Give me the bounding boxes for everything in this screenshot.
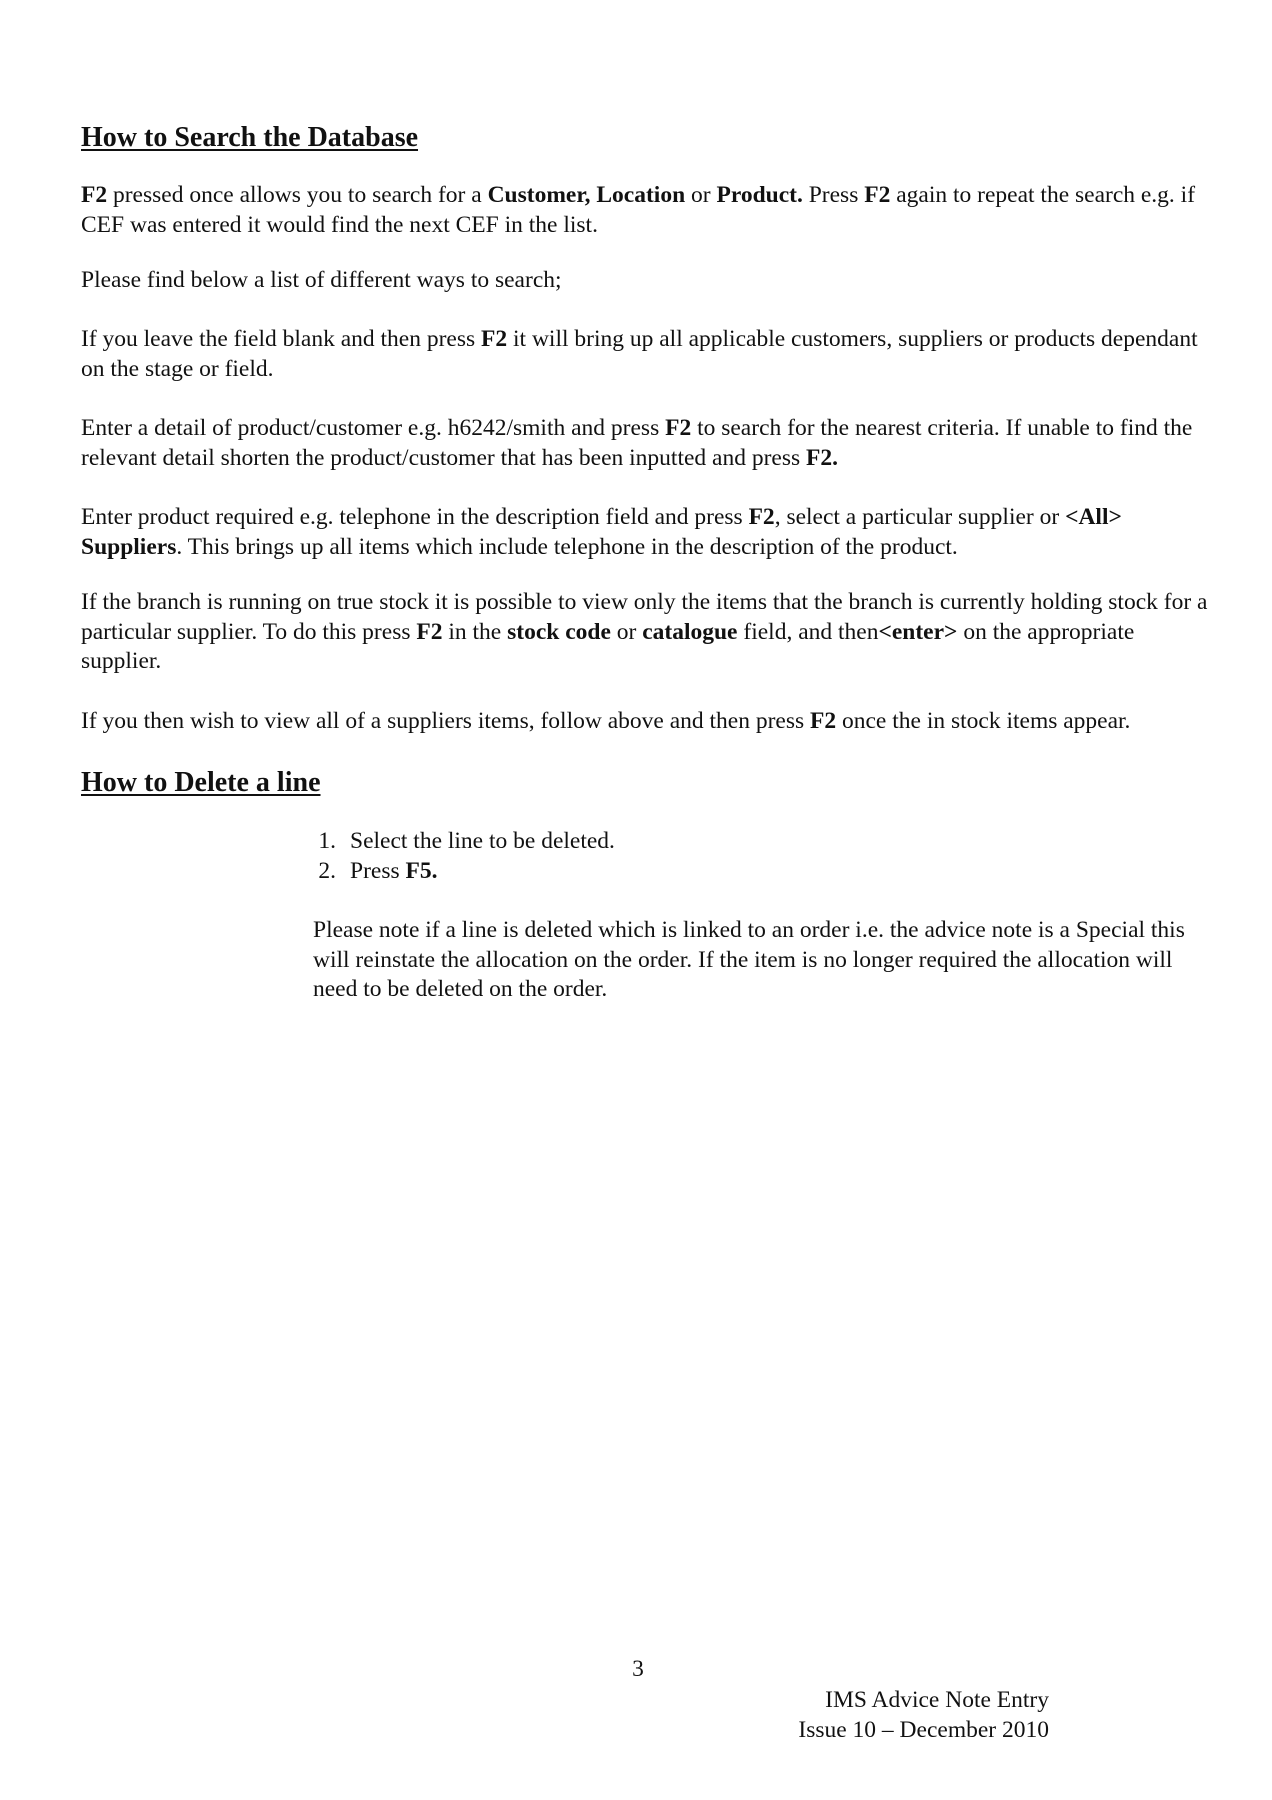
delete-note: Please note if a line is deleted which is linked to an order i.e. the advice note is a Special this will reinstate the allocation on the order. If the item is no longer required the allocation will need to be deleted on the order.: [313, 917, 1185, 1002]
bold-term: stock code: [507, 618, 611, 645]
step-number: 1.: [318, 828, 336, 854]
key-f2: F2: [748, 504, 775, 530]
delete-steps-list: [318, 827, 615, 886]
key-f2: F2: [810, 708, 837, 734]
text: again to repeat the search e.g. if CEF was entered it would find the next CEF in the list.: [81, 182, 1196, 238]
key-enter: <enter>: [878, 618, 958, 645]
text: to search for the nearest criteria. If unable to find the relevant detail shorten the product/customer that has been inputted and press: [81, 415, 1193, 471]
paragraph-blank-field: [81, 325, 1211, 384]
bold-term: Product.: [716, 182, 803, 208]
footer: [798, 1686, 1049, 1745]
text: . This brings up all items which include telephone in the description of the product.: [176, 533, 958, 560]
footer-issue: Issue 10 – December 2010: [798, 1716, 1049, 1743]
paragraph-search-intro: Please find below a list of different ways to search;: [81, 267, 562, 293]
text: If the branch is running on true stock it is possible to view only the items that the branch is currently holding stock for a particular supplier. To do this press: [81, 589, 1208, 645]
section-heading-delete: How to Delete a line: [81, 767, 321, 798]
page-number: 3: [632, 1656, 644, 1682]
text: field, and then: [737, 618, 879, 645]
key-f2: F2: [81, 182, 108, 208]
list-item: [318, 857, 615, 887]
text: or: [610, 618, 643, 645]
key-f2: F2: [481, 326, 508, 352]
paragraph-true-stock: [81, 588, 1211, 677]
paragraph-view-all: [81, 707, 1211, 737]
key-f2: F2: [416, 618, 443, 645]
text: it will bring up all applicable customers, suppliers or products dependant on the stage or field.: [81, 326, 1198, 382]
key-f2: F2.: [806, 444, 838, 471]
text: Enter a detail of product/customer e.g. h6242/smith and press: [81, 415, 666, 441]
text: once the in stock items appear.: [836, 708, 1131, 734]
text: , select a particular supplier or: [774, 504, 1066, 530]
text: or: [685, 182, 717, 208]
paragraph-f2-search: [81, 181, 1211, 240]
paragraph-enter-product: [81, 503, 1211, 562]
paragraph-enter-detail: [81, 414, 1211, 473]
step-text: Select the line to be deleted.: [350, 828, 615, 854]
text: on the appropriate supplier.: [81, 618, 1135, 674]
key-f5: F5.: [405, 857, 438, 884]
step-number: 2.: [318, 857, 336, 884]
text: in the: [442, 618, 508, 645]
text: Press: [802, 182, 865, 208]
step-text: Press: [350, 857, 406, 884]
bold-term: Customer, Location: [487, 182, 686, 208]
list-item: [318, 827, 615, 857]
text: Enter product required e.g. telephone in the description field and press: [81, 504, 749, 530]
text: If you leave the field blank and then press: [81, 326, 482, 352]
key-f2: F2: [665, 415, 692, 441]
footer-title: IMS Advice Note Entry: [825, 1687, 1049, 1713]
text: pressed once allows you to search for a: [107, 182, 488, 208]
key-f2: F2: [864, 182, 891, 208]
text: If you then wish to view all of a suppliers items, follow above and then press: [81, 708, 811, 734]
bold-term: catalogue: [642, 618, 738, 645]
bold-term: <All> Suppliers: [81, 504, 1122, 560]
section-heading-search: How to Search the Database: [81, 122, 419, 153]
